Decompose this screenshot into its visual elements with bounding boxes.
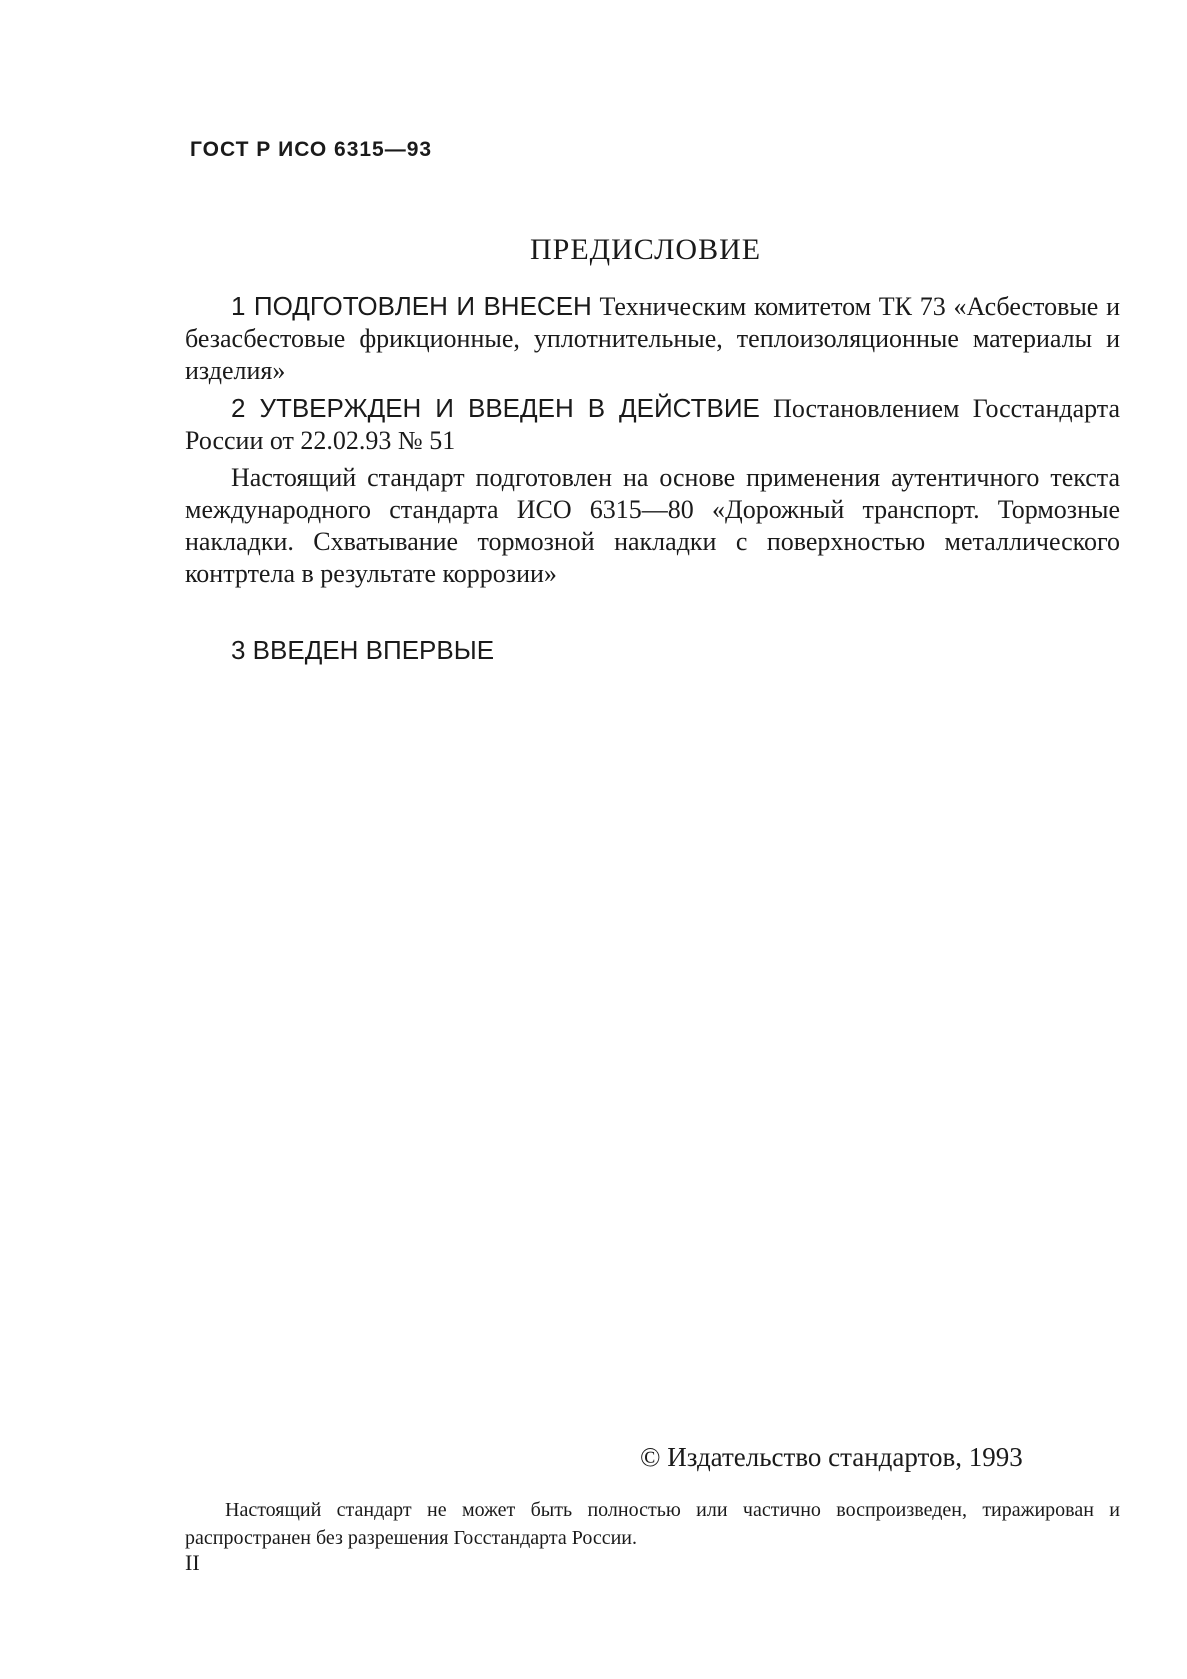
paragraph-text: Настоящий стандарт подготовлен на основе применения аутентичного текста международного стандарта ИСО 6315—80 «Дорожный транспорт. Тормозные накладки. Схватывание тормозной накладки с поверхностью металлического контртела в результате коррозии» (185, 463, 1120, 588)
paragraph-4 (185, 634, 1120, 667)
page-number: II (185, 1550, 200, 1575)
paragraph-1 (185, 290, 1120, 387)
paragraph-text: Постановлением Госстандарта России от 22.02.93 № 51 (185, 394, 1121, 455)
reproduction-notice (185, 1496, 1120, 1552)
paragraph-2 (185, 392, 1120, 457)
paragraph-lead: 1 ПОДГОТОВЛЕН И ВНЕСЕН (231, 291, 592, 321)
paragraph-lead: 2 УТВЕРЖДЕН И ВВЕДЕН В ДЕЙСТВИЕ (231, 393, 760, 423)
section-title: ПРЕДИСЛОВИЕ (530, 233, 762, 266)
notice-text: Настоящий стандарт не может быть полностью или частично воспроизведен, тиражирован и распространен без разрешения Госстандарта России. (185, 1499, 1120, 1549)
paragraph-lead: 3 ВВЕДЕН ВПЕРВЫЕ (231, 635, 495, 665)
paragraph-text: Техническим комитетом ТК 73 «Асбестовые и безасбестовые фрикционные, уплотнительные, теплоизоляционные материалы и изделия» (185, 292, 1120, 385)
copyright: © Издательство стандартов, 1993 (640, 1442, 1023, 1472)
paragraph-3 (185, 462, 1120, 590)
document-header: ГОСТ Р ИСО 6315—93 (190, 138, 433, 161)
